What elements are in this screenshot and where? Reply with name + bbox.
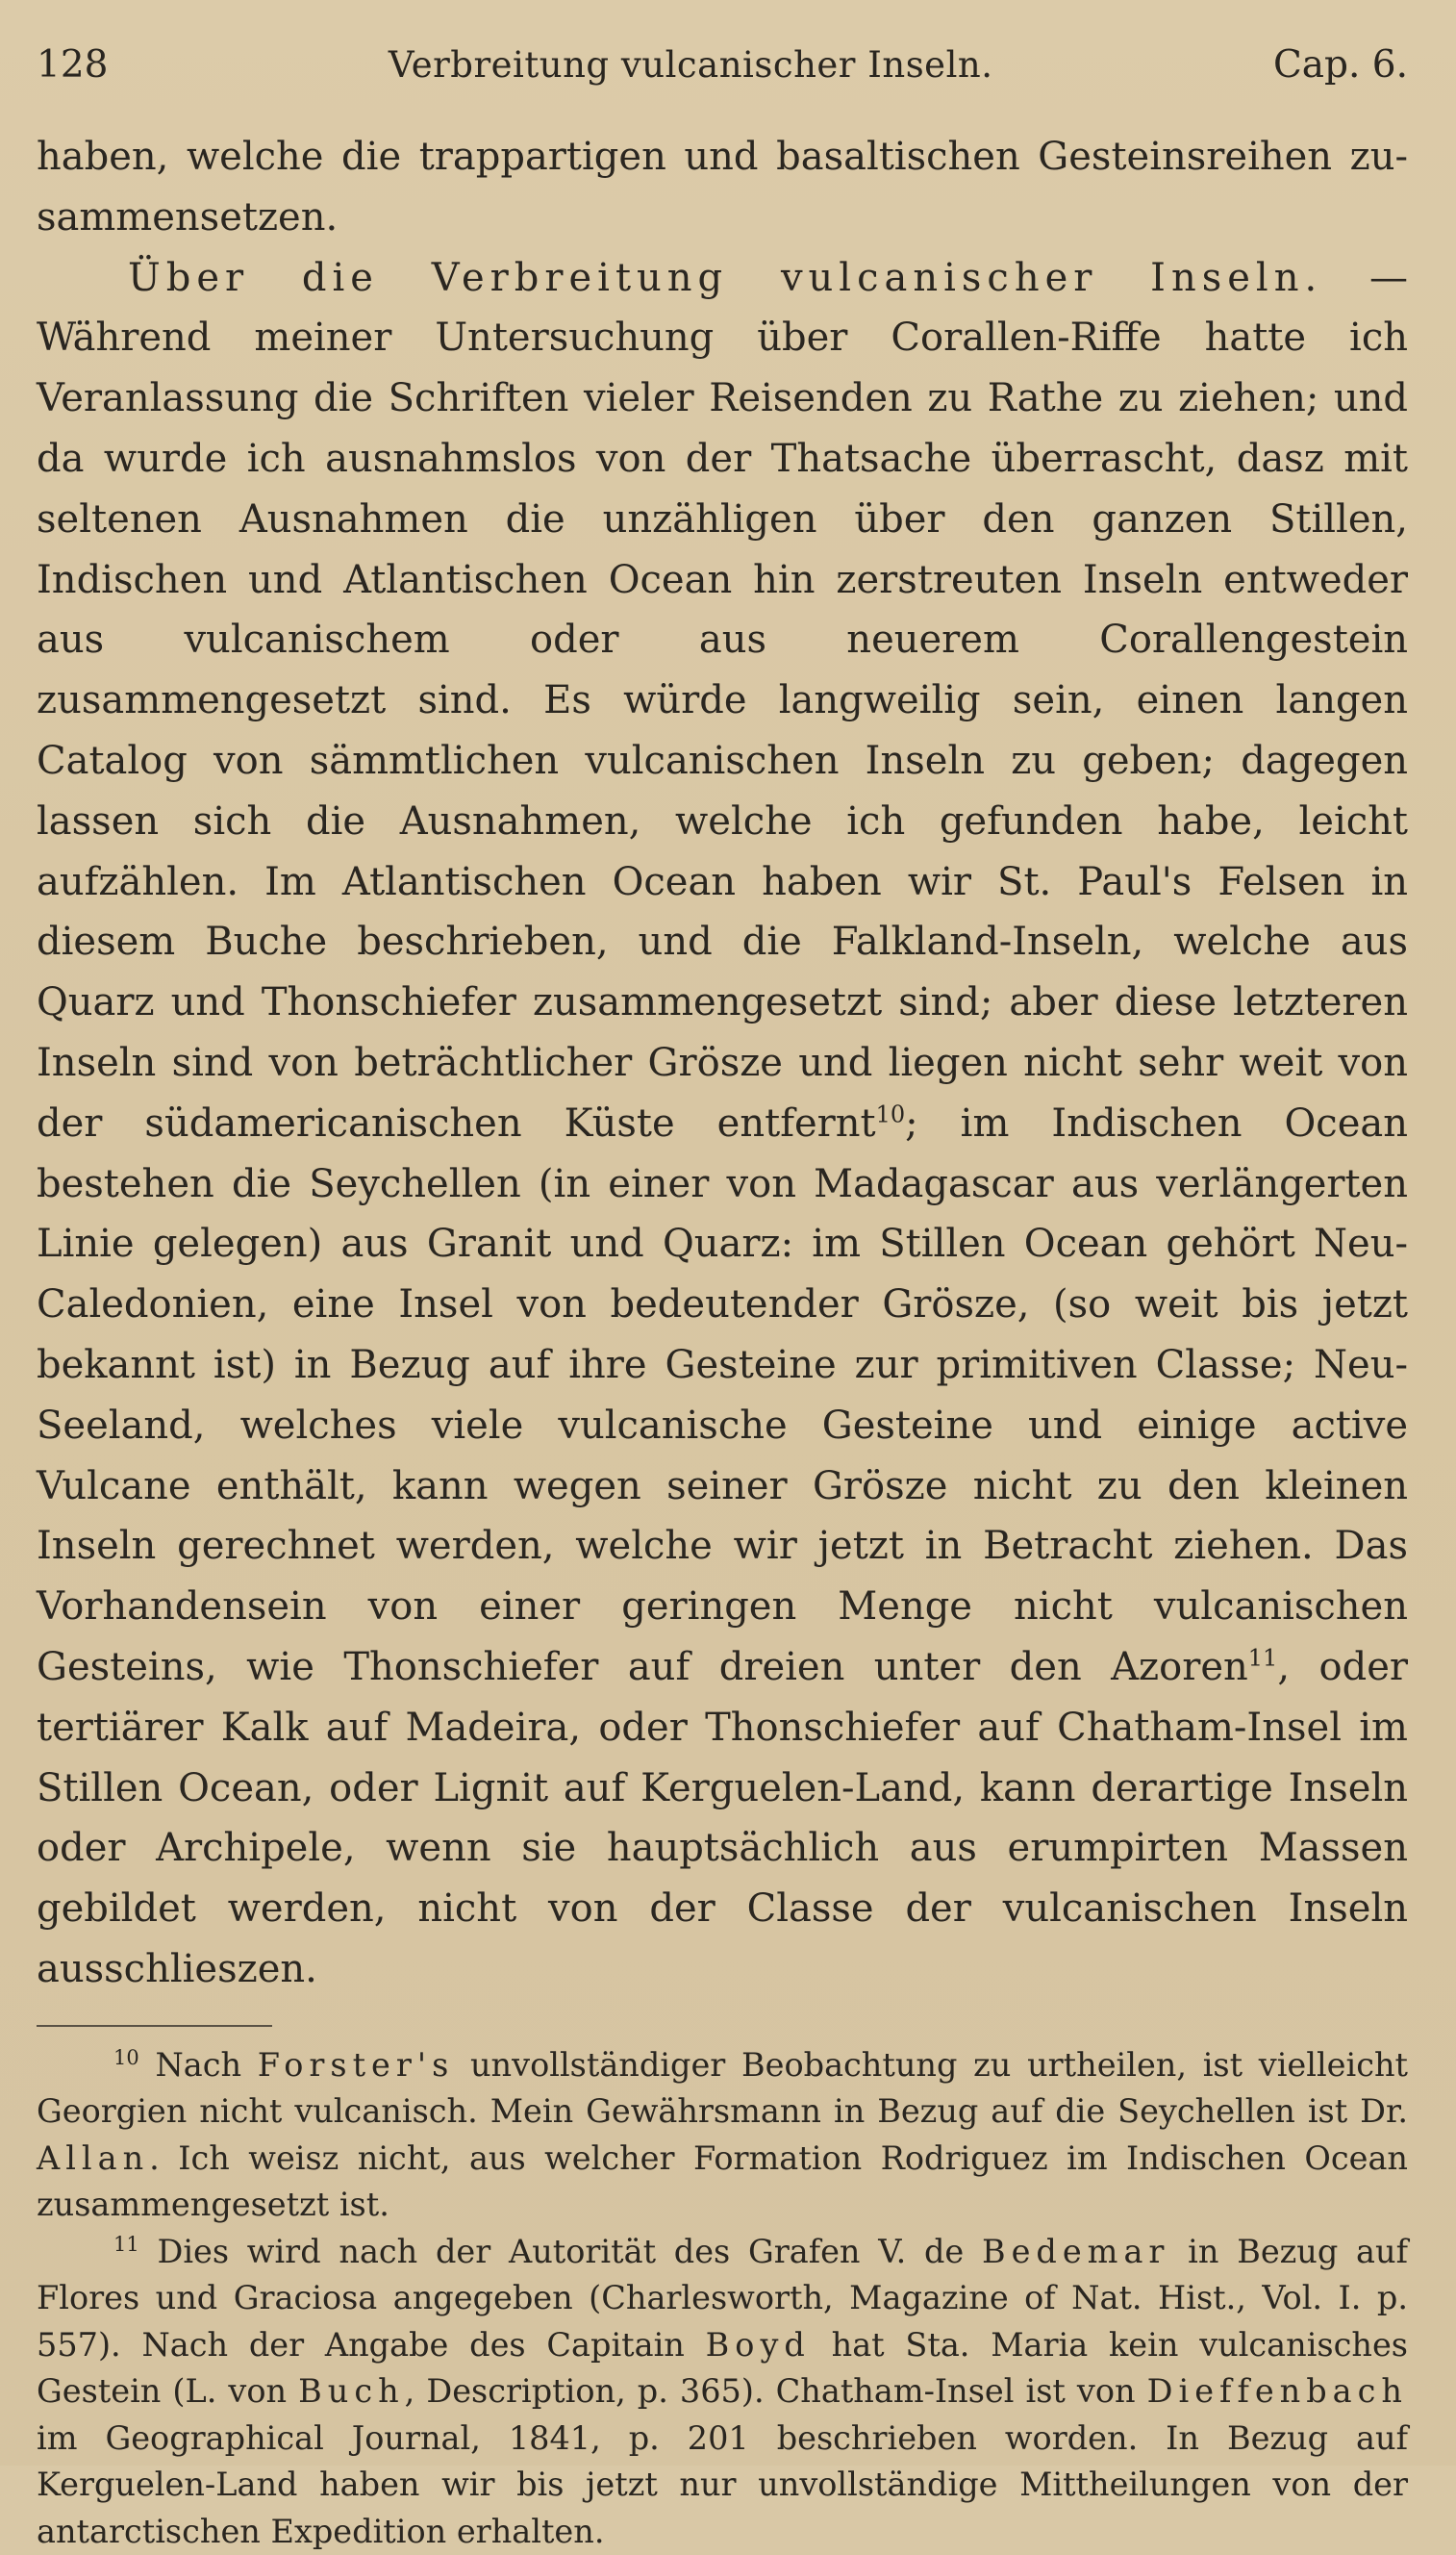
footnote-ref[interactable]: 11 (1247, 1644, 1278, 1672)
running-title: Verbreitung vulcanischer Inseln. (388, 44, 993, 86)
page-number: 128 (37, 43, 109, 87)
author-name: Buch (298, 2372, 405, 2411)
footnote-text: unvollständiger Beobachtung zu urtheilen, ist vielleicht Georgien nicht vulcanisch. Mein Gewährsmann in Bezug auf die Seychellen ist Dr. (37, 2045, 1409, 2131)
author-name: Bedemar (981, 2232, 1170, 2270)
footnote-text: Dies wird nach der Autorität des Grafen V. de (138, 2232, 982, 2270)
paragraph-text: , oder tertiärer Kalk auf Madeira, oder Thonschiefer auf Chatham-Insel im Stillen Ocean, oder Lignit auf Kerguelen-Land, kann derartige Inseln oder Archipele, wenn sie hauptsächlich aus erumpirten Massen gebildet werden, nicht von der Classe der vulcanischen Inseln ausschlieszen. (37, 1644, 1408, 1991)
footnote-text: im Geographical Journal, 1841, p. 201 beschrieben worden. In Bezug auf Kerguelen-Land haben wir bis jetzt nur unvollständige Mittheilungen von der antarctischen Expedition erhalten. (37, 2418, 1408, 2550)
footnote (37, 2229, 1408, 2555)
paragraph-text: ; im Indischen Ocean bestehen die Seychellen (in einer von Madagascar aus verlängerten Linie gelegen) aus Granit und Quarz: im Stillen Ocean gehört Neu-Caledonien, eine Insel von bedeutender Grösze, (so weit bis jetzt bekannt ist) in Bezug auf ihre Gesteine zur primitiven Classe; Neu-Seeland, welches viele vulcanische Gesteine und einige active Vulcane enthält, kann wegen seiner Grösze nicht zu den kleinen Inseln gerechnet werden, welche wir jetzt in Betracht ziehen. Das Vorhandensein von einer geringen Menge nicht vulcanischen Gesteins, wie Thonschiefer auf dreien unter den Azoren (37, 1100, 1408, 1689)
author-name: Forster's (257, 2045, 455, 2084)
author-name: Boyd (705, 2325, 811, 2364)
paragraph-continuation: haben, welche die trappartigen und basaltischen Gesteinsreihen zusammensetzen. (37, 135, 1408, 240)
footnote-text: , Description, p. 365). Chatham-Insel ist von (404, 2372, 1147, 2411)
footnote-text: Nach (138, 2045, 258, 2084)
footnote-text: in Bezug auf Flores und Graciosa angegeben (Charlesworth, Magazine of Nat. Hist., Vol. I. p. 557). Nach der Angabe des Capitain (37, 2232, 1408, 2364)
footnotes (37, 2042, 1408, 2555)
paragraph-text: — Während meiner Untersuchung über Corallen-Riffe hatte ich Veranlassung die Schriften vieler Reisenden zu Rathe zu ziehen; und da wurde ich ausnahmslos von der Thatsache überrascht, dasz mit seltenen Ausnahmen die unzähligen über den ganzen Stillen, Indischen und Atlantischen Ocean hin zerstreuten Inseln entweder aus vulcanischem oder aus neuerem Corallengestein zusammengesetzt sind. Es würde langweilig sein, einen langen Catalog von sämmtlichen vulcanischen Inseln zu geben; dagegen lassen sich die Ausnahmen, welche ich gefunden habe, leicht aufzählen. Im Atlantischen Ocean haben wir St. Paul's Felsen in diesem Buche beschrieben, und die Falkland-Inseln, welche aus Quarz und Thonschiefer zusammengesetzt sind; aber diese letzteren Inseln sind von beträchtlicher Grösze und liegen nicht sehr weit von der südamericanischen Küste entfernt (37, 255, 1408, 1146)
author-name: Allan (37, 2138, 150, 2177)
footnote (37, 2042, 1408, 2229)
section-heading: Über die Verbreitung vulcanischer Inseln. (128, 255, 1323, 300)
footnote-number: 10 (113, 2045, 139, 2069)
chapter-label: Cap. 6. (1272, 43, 1408, 87)
footnote-number: 11 (113, 2232, 139, 2256)
footnote-text: . Ich weisz nicht, aus welcher Formation Rodriguez im Indischen Ocean zusammengesetzt ist. (37, 2138, 1408, 2224)
footnote-divider (37, 2025, 272, 2027)
body-text (37, 127, 1408, 2000)
author-name: Dieffenbach (1146, 2372, 1408, 2411)
page-header (37, 42, 1408, 100)
footnote-text: hat Sta. Maria kein vulcanisches Gestein (L. von (37, 2325, 1408, 2411)
footnote-ref[interactable]: 10 (875, 1100, 906, 1128)
paragraph-main (37, 248, 1408, 2000)
